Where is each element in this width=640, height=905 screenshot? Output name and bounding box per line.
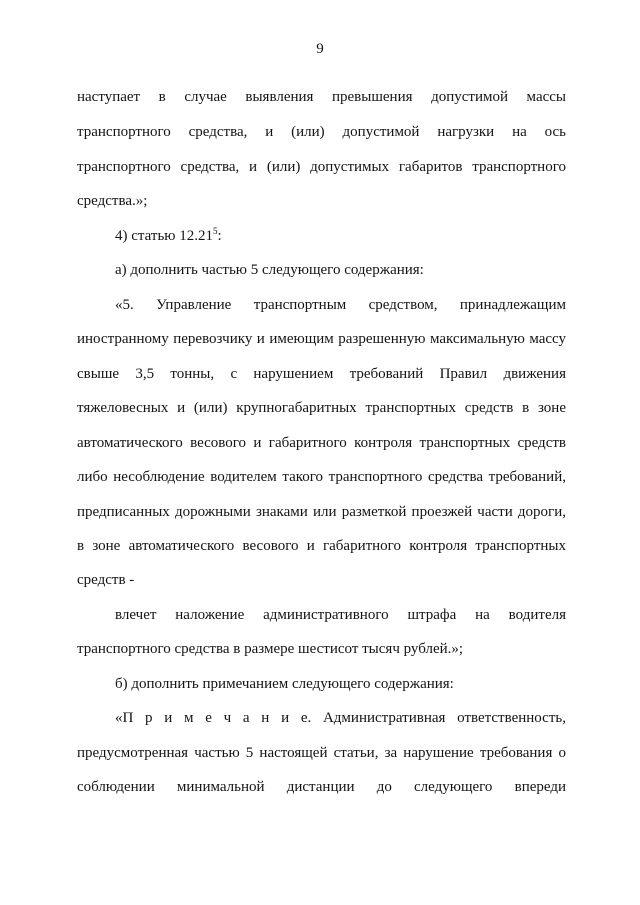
paragraph-line: тяжеловесных и (или) крупногабаритных транспортных средств в зоне (77, 400, 566, 416)
paragraph-line: средств - (77, 572, 135, 588)
article-heading (115, 227, 566, 245)
paragraph-line: соблюдении минимальной дистанции до следующего впереди (77, 779, 566, 795)
article-heading-colon: : (217, 228, 222, 244)
paragraph-line: свыше 3,5 тонны, с нарушением требований Правил движения (77, 366, 566, 382)
paragraph-line: «П р и м е ч а н и е. Административная ответственность, (115, 710, 566, 726)
page-number: 9 (316, 41, 324, 57)
paragraph-line: предусмотренная частью 5 настоящей статьи, за нарушение требования о (77, 745, 566, 761)
paragraph-line: наступает в случае выявления превышения допустимой массы (77, 89, 566, 105)
paragraph-line: транспортного средства в размере шестисот тысяч рублей.»; (77, 641, 464, 657)
paragraph-line: а) дополнить частью 5 следующего содержания: (115, 262, 424, 278)
paragraph-line: транспортного средства, и (или) допустимых габаритов транспортного (77, 159, 566, 175)
article-heading-text: 4) статью 12.21 (115, 228, 214, 244)
paragraph-line: автоматического весового и габаритного контроля транспортных средств (77, 435, 566, 451)
article-superscript: 5 (213, 226, 218, 236)
paragraph-line: в зоне автоматического весового и габаритного контроля транспортных (77, 538, 566, 554)
paragraph-line: средства.»; (77, 193, 148, 209)
paragraph-line: «5. Управление транспортным средством, принадлежащим (115, 297, 566, 313)
paragraph-line: б) дополнить примечанием следующего содержания: (115, 676, 454, 692)
paragraph-line: иностранному перевозчику и имеющим разрешенную максимальную массу (77, 331, 566, 347)
paragraph-line: транспортного средства, и (или) допустимой нагрузки на ось (77, 124, 566, 140)
paragraph-line: либо несоблюдение водителем такого транспортного средства требований, (77, 469, 566, 485)
paragraph-line: предписанных дорожными знаками или разметкой проезжей части дороги, (77, 504, 566, 520)
paragraph-line: влечет наложение административного штрафа на водителя (115, 607, 566, 623)
